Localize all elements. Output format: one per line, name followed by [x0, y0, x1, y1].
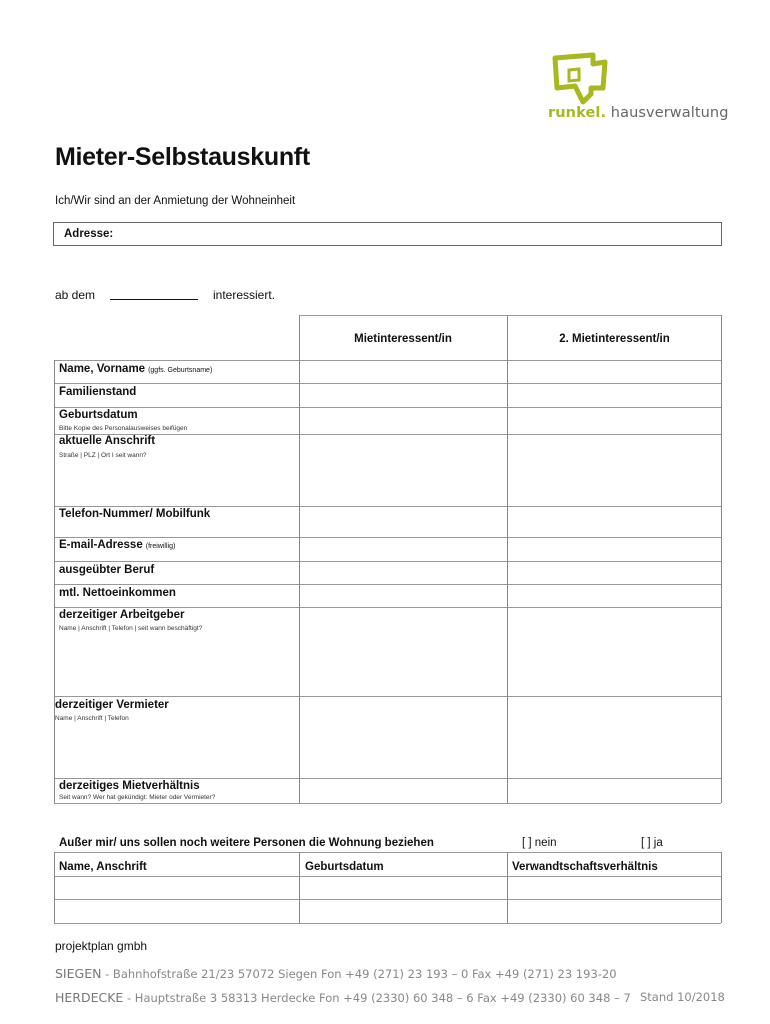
- row-label-text: Telefon-Nummer/ Mobilfunk: [59, 508, 211, 520]
- footer-stand: Stand 10/2018: [640, 990, 725, 1004]
- input-cell-tenant-1[interactable]: [300, 585, 506, 606]
- persons-title: Außer mir/ uns sollen noch weitere Personen die Wohnung beziehen: [59, 837, 434, 849]
- input-cell-tenant-1[interactable]: [300, 697, 506, 777]
- input-cell-tenant-2[interactable]: [508, 608, 720, 695]
- input-cell-tenant-1[interactable]: [300, 538, 506, 560]
- input-cell-tenant-2[interactable]: [508, 585, 720, 606]
- row-label: [59, 609, 184, 621]
- persons-header-birthdate: Geburtsdatum: [305, 861, 384, 873]
- table-border: [299, 315, 300, 360]
- footer-company: projektplan gmbh: [55, 939, 148, 953]
- input-cell-tenant-1[interactable]: [300, 779, 506, 802]
- column-header-1: Mietinteressent/in: [354, 333, 452, 345]
- input-cell-tenant-1[interactable]: [300, 384, 506, 406]
- input-cell-tenant-1[interactable]: [300, 361, 506, 382]
- input-cell-tenant-1[interactable]: [300, 562, 506, 583]
- page-title: Mieter-Selbstauskunft: [55, 143, 310, 171]
- row-sublabel: Bitte Kopie des Personalausweises beifügen: [59, 425, 188, 432]
- persons-input-cell[interactable]: [508, 900, 720, 922]
- input-cell-tenant-1[interactable]: [300, 435, 506, 505]
- interessiert-label: interessiert.: [213, 288, 276, 302]
- row-label: [59, 780, 200, 792]
- persons-row-divider: [54, 852, 721, 853]
- input-cell-tenant-1[interactable]: [300, 408, 506, 433]
- persons-input-cell[interactable]: [55, 900, 298, 922]
- input-cell-tenant-2[interactable]: [508, 697, 720, 777]
- row-label-text: Geburtsdatum: [59, 409, 138, 421]
- table-border-top: [299, 315, 721, 316]
- footer-siegen-city: SIEGEN: [55, 966, 102, 981]
- input-cell-tenant-2[interactable]: [508, 384, 720, 406]
- row-label: [59, 508, 210, 520]
- persons-input-cell[interactable]: [55, 877, 298, 898]
- row-label-text: mtl. Nettoeinkommen: [59, 587, 176, 599]
- row-label-text: derzeitiger Arbeitgeber: [59, 609, 185, 621]
- ab-dem-label: ab dem: [55, 288, 96, 302]
- table-border: [507, 315, 508, 360]
- table-row-divider: [54, 803, 721, 804]
- input-cell-tenant-1[interactable]: [300, 608, 506, 695]
- address-label: Adresse:: [64, 228, 114, 240]
- table-column-divider: [721, 360, 722, 803]
- row-label: [59, 363, 212, 375]
- option-ja[interactable]: [ ] ja: [641, 837, 663, 849]
- logo-mark-icon: [545, 50, 635, 105]
- row-label-note: (ggfs. Geburtsname): [148, 367, 213, 374]
- logo-suffix: hausverwaltung: [610, 105, 729, 121]
- row-label: [55, 699, 169, 711]
- table-border: [721, 315, 722, 360]
- row-sublabel: Name | Anschrift | Telefon: [55, 715, 129, 722]
- row-sublabel: Straße | PLZ | Ort I seit wann?: [59, 452, 147, 459]
- column-header-2: 2. Mietinteressent/in: [559, 333, 670, 345]
- row-label-text: Familienstand: [59, 386, 137, 398]
- address-field[interactable]: [53, 222, 722, 246]
- footer-siegen: [55, 966, 617, 981]
- logo-brand: runkel.: [548, 105, 607, 121]
- input-cell-tenant-2[interactable]: [508, 779, 720, 802]
- input-cell-tenant-1[interactable]: [300, 507, 506, 536]
- input-cell-tenant-2[interactable]: [508, 361, 720, 382]
- row-label-text: Name, Vorname: [59, 363, 146, 375]
- logo-text: [548, 105, 729, 121]
- date-blank[interactable]: [110, 299, 198, 300]
- persons-input-cell[interactable]: [300, 877, 506, 898]
- persons-input-cell[interactable]: [300, 900, 506, 922]
- persons-column-divider: [721, 852, 722, 923]
- intro-text: Ich/Wir sind an der Anmietung der Wohneinheit: [55, 195, 296, 207]
- input-cell-tenant-2[interactable]: [508, 507, 720, 536]
- row-label: [59, 564, 154, 576]
- row-label-text: derzeitiger Vermieter: [55, 699, 169, 711]
- option-nein[interactable]: [ ] nein: [522, 837, 557, 849]
- footer-herdecke-city: HERDECKE: [55, 990, 124, 1005]
- row-label: [59, 409, 138, 421]
- row-label: [59, 587, 176, 599]
- persons-input-cell[interactable]: [508, 877, 720, 898]
- row-label: [59, 435, 155, 447]
- table-column-divider: [54, 360, 55, 803]
- row-sublabel: Seit wann? Wer hat gekündigt: Mieter oder Vermieter?: [59, 794, 216, 801]
- row-sublabel: Name | Anschrift | Telefon | seit wann beschäftigt?: [59, 625, 203, 632]
- row-label-text: aktuelle Anschrift: [59, 435, 156, 447]
- persons-header-name: Name, Anschrift: [59, 861, 147, 873]
- row-label-text: derzeitiges Mietverhältnis: [59, 780, 200, 792]
- footer-herdecke-address: - Hauptstraße 3 58313 Herdecke Fon +49 (2330) 60 348 – 6 Fax +49 (2330) 60 348 – 7: [123, 991, 631, 1005]
- input-cell-tenant-2[interactable]: [508, 408, 720, 433]
- row-label: [59, 386, 136, 398]
- footer-siegen-address: - Bahnhofstraße 21/23 57072 Siegen Fon +49 (271) 23 193 – 0 Fax +49 (271) 23 193-20: [101, 967, 617, 981]
- footer-herdecke: [55, 990, 631, 1005]
- row-label-text: E-mail-Adresse: [59, 539, 143, 551]
- row-label: [59, 539, 175, 551]
- persons-header-relation: Verwandtschaftsverhältnis: [512, 861, 658, 873]
- input-cell-tenant-2[interactable]: [508, 435, 720, 505]
- row-label-text: ausgeübter Beruf: [59, 564, 155, 576]
- input-cell-tenant-2[interactable]: [508, 538, 720, 560]
- runkel-logo: [545, 50, 729, 125]
- persons-row-divider: [54, 923, 721, 924]
- row-label-note: (freiwillig): [145, 543, 176, 550]
- input-cell-tenant-2[interactable]: [508, 562, 720, 583]
